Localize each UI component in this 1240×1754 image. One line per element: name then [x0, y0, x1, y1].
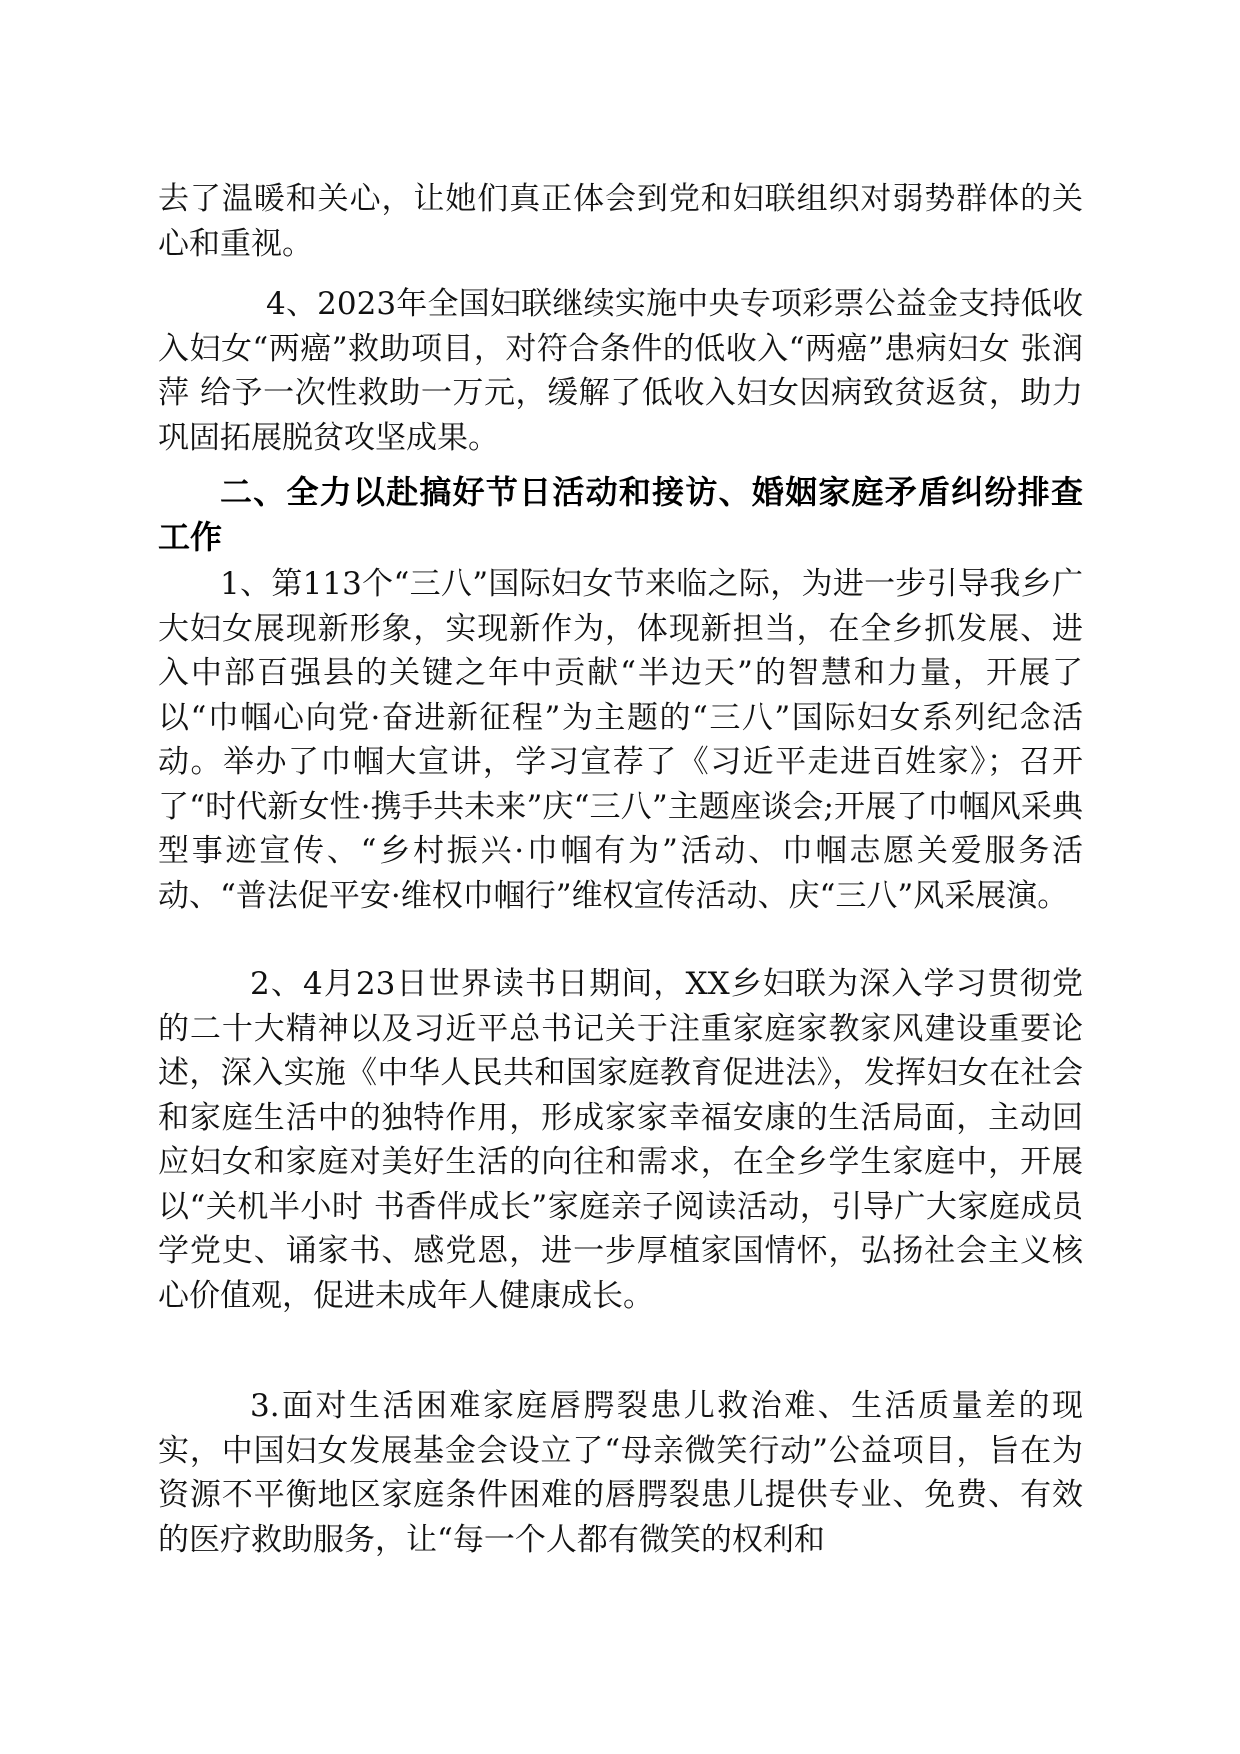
paragraph-item-3: 3.面对生活困难家庭唇腭裂患儿救治难、生活质量差的现实，中国妇女发展基金会设立了“母亲微笑行动”公益项目，旨在为资源不平衡地区家庭条件困难的唇腭裂患儿提供专业、免费、有效的医疗救助服务，让“每一个人都有微笑的权利和	[158, 1388, 1083, 1558]
paragraph-continued: 去了温暖和关心，让她们真正体会到党和妇联组织对弱势群体的关心和重视。	[158, 181, 1083, 262]
section-heading-2: 二、全力以赴搞好节日活动和接访、婚姻家庭矛盾纠纷排查工作	[158, 473, 1083, 556]
paragraph-item-1: 1、第113个“三八”国际妇女节来临之际，为进一步引导我乡广大妇女展现新形象，实现新作为，体现新担当，在全乡抓发展、进入中部百强县的关键之年中贡献“半边天”的智慧和力量，开展了以“巾帼心向党·奋进新征程”为主题的“三八”国际妇女系列纪念活动。举办了巾帼大宣讲，学习宣荐了《习近平走进百姓家》；召开了“时代新女性·携手共未来”庆“三八”主题座谈会;开展了巾帼风采典型事迹宣传、“乡村振兴·巾帼有为”活动、巾帼志愿关爱服务活动、“普法促平安·维权巾帼行”维权宣传活动、庆“三八”风采展演。	[158, 566, 1083, 914]
paragraph-item-4: 4、2023年全国妇联继续实施中央专项彩票公益金支持低收入妇女“两癌”救助项目，对符合条件的低收入“两癌”患病妇女 张润萍 给予一次性救助一万元，缓解了低收入妇女因病致贫返贫，助力巩固拓展脱贫攻坚成果。	[158, 286, 1083, 456]
paragraph-item-2: 2、4月23日世界读书日期间，XX乡妇联为深入学习贯彻党的二十大精神以及习近平总书记关于注重家庭家教家风建设重要论述，深入实施《中华人民共和国家庭教育促进法》，发挥妇女在社会和家庭生活中的独特作用，形成家家幸福安康的生活局面，主动回应妇女和家庭对美好生活的向往和需求，在全乡学生家庭中，开展以“关机半小时 书香伴成长”家庭亲子阅读活动，引导广大家庭成员学党史、诵家书、感党恩，进一步厚植家国情怀，弘扬社会主义核心价值观，促进未成年人健康成长。	[158, 966, 1083, 1314]
